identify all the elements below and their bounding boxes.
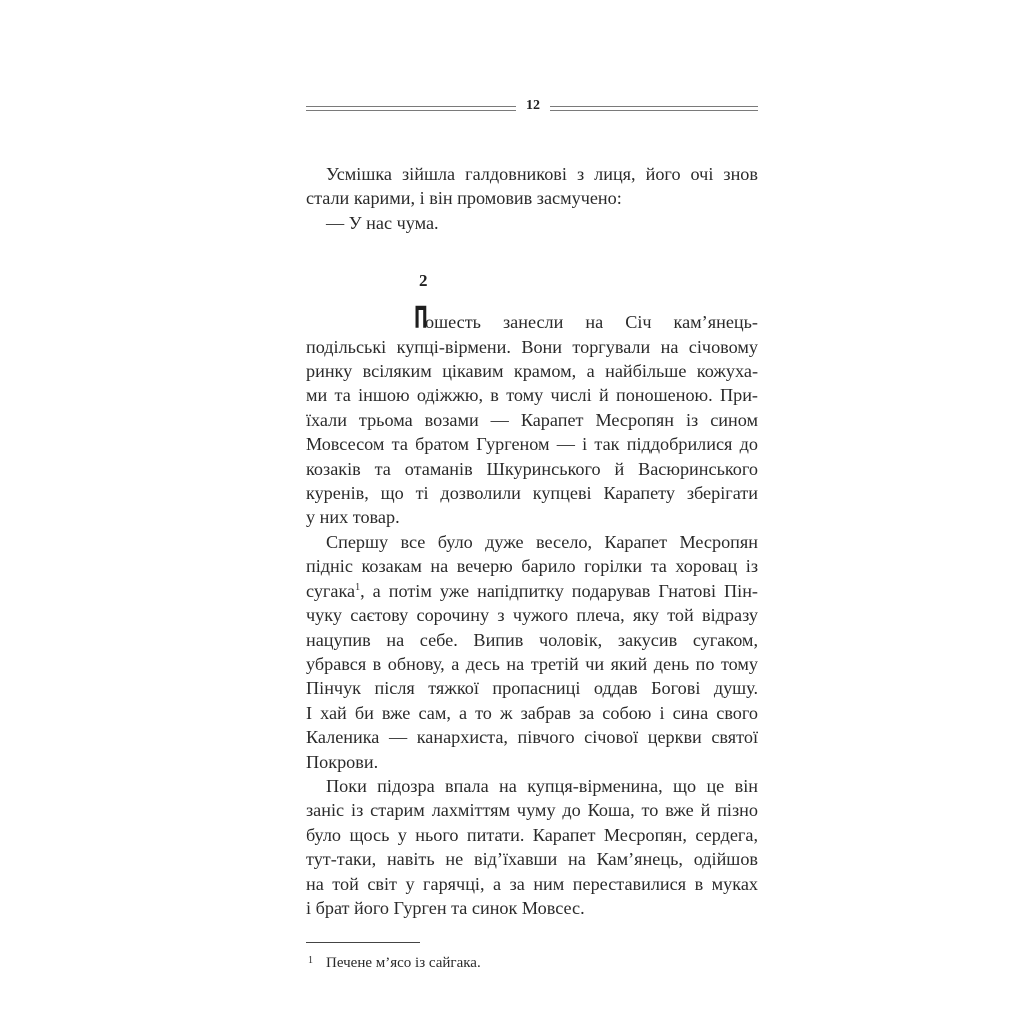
text-line: І хай би вже сам, а то ж забрав за собою і сина свого bbox=[306, 702, 758, 723]
text-line: — У нас чума. bbox=[326, 212, 439, 233]
text-line: ринку всіляким цікавим крамом, а найбільше кожуха- bbox=[306, 361, 758, 382]
text-line: Усмішка зійшла галдовникові з лиця, його очі знов bbox=[326, 164, 758, 184]
text-line: ошесть занесли на Січ кам’янець- bbox=[425, 312, 758, 333]
footnote bbox=[306, 953, 758, 973]
footnote-divider bbox=[306, 942, 420, 943]
footnote-text: Печене м’ясо із сайгака. bbox=[326, 955, 481, 972]
dialogue-line bbox=[306, 211, 758, 235]
footnote-mark: 1 bbox=[308, 955, 313, 967]
chapter-body bbox=[306, 301, 758, 920]
text-line: Поки підозра впала на купця-вірменина, що це він bbox=[326, 775, 758, 796]
text-line: їхали трьома возами — Карапет Месропян із сином bbox=[306, 409, 758, 430]
text-line: подільські купці-вірмени. Вони торгували на січовому bbox=[306, 336, 758, 357]
text-line: підніс козакам на вечерю барило горілки та хоровац із bbox=[306, 556, 758, 577]
text-line: Спершу все було дуже весело, Карапет Месропян bbox=[326, 531, 758, 552]
text-line: Пінчук після тяжкої пропасниці оддав Богові душу. bbox=[306, 678, 758, 699]
text-line: куренів, що ті дозволили купцеві Карапету зберігати bbox=[306, 483, 758, 504]
text-line-with-footnote bbox=[306, 579, 758, 603]
text-line: заніс із старим лахміттям чуму до Коша, то вже й пізно bbox=[306, 800, 758, 821]
footnote-reference[interactable]: 1 bbox=[355, 581, 361, 593]
text-line: стали карими, і він промовив засмучено: bbox=[306, 188, 622, 209]
text-line: чуку саєтову сорочину з чужого плеча, яку той відразу bbox=[306, 605, 758, 626]
book-page bbox=[306, 96, 758, 973]
text-fragment: , а потім уже напідпитку подарував Гнатові Пін- bbox=[360, 580, 758, 601]
text-line: ми та іншою одіжжю, в тому числі й поношеною. При- bbox=[306, 385, 758, 406]
page-number: 12 bbox=[526, 98, 540, 113]
text-line: Каленика — канархиста, півчого січової церкви святої bbox=[306, 727, 758, 748]
text-fragment: сугака bbox=[306, 580, 356, 601]
text-line: і брат його Гурген та синок Мовсес. bbox=[306, 897, 585, 918]
text-line: убрався в обнову, а десь на третій чи який день по тому bbox=[306, 653, 758, 674]
text-line: Мовсесом та братом Гургеном — і так піддобрилися до bbox=[306, 434, 758, 455]
paragraph-3 bbox=[306, 774, 758, 920]
text-line: тут-таки, навіть не від’їхавши на Кам’янець, одійшов bbox=[306, 849, 758, 870]
page-header bbox=[306, 96, 758, 122]
dropcap-line bbox=[306, 301, 758, 337]
header-rule-left bbox=[306, 106, 516, 111]
body-text bbox=[306, 162, 758, 973]
chapter-number: 2 bbox=[419, 271, 428, 291]
text-line: Покрови. bbox=[306, 751, 379, 772]
dropcap: П bbox=[414, 301, 428, 337]
text-line: нацупив на себе. Випив чоловік, закусив сугаком, bbox=[306, 629, 758, 650]
opening-paragraph bbox=[306, 162, 758, 211]
header-rule-right bbox=[550, 106, 758, 111]
text-line: було щось у нього питати. Карапет Месропян, сердега, bbox=[306, 824, 758, 845]
text-line: у них товар. bbox=[306, 507, 400, 528]
text-line: козаків та отаманів Шкуринського й Васюринського bbox=[306, 458, 758, 479]
paragraph-2 bbox=[306, 530, 758, 774]
paragraph-1 bbox=[306, 301, 758, 530]
text-line: на той світ у гарячці, а за ним переставилися в муках bbox=[306, 873, 758, 894]
